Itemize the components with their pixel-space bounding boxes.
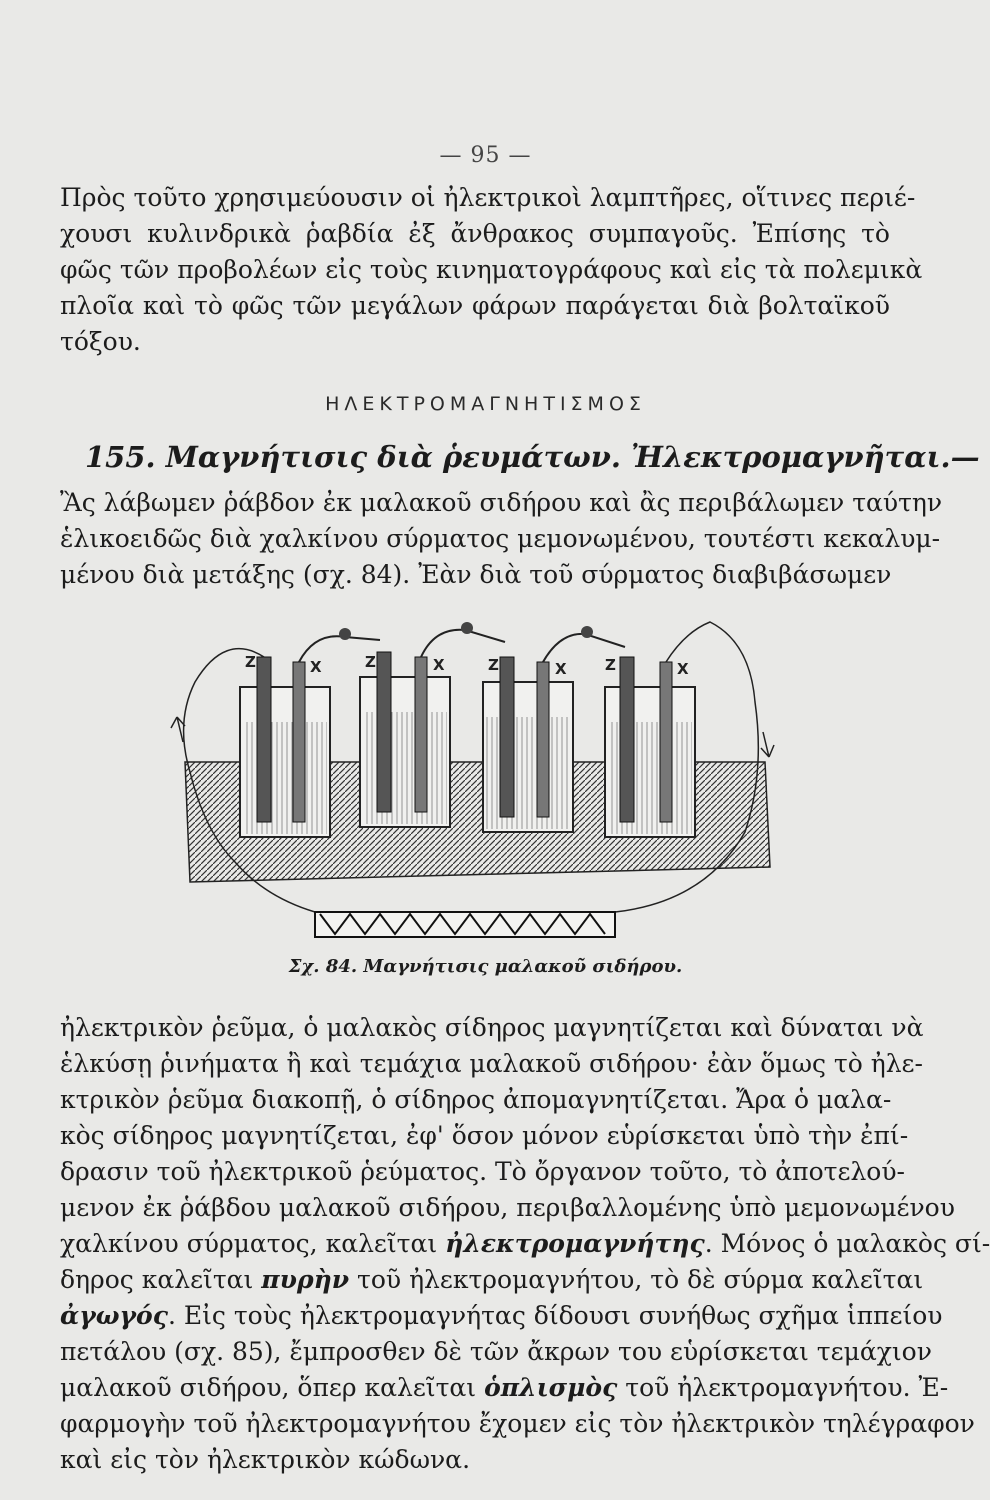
text-fragment: τοῦ ἠλεκτρομαγνήτου. Ἐ-: [617, 1373, 949, 1402]
text-line: χουσι κυλινδρικὰ ῥαβδία ἐξ ἄνθρακος συμπαγοῦς. Ἐπίσης τὸ: [60, 219, 890, 248]
text-line: ἠλεκτρικὸν ῥεῦμα, ὁ μαλακὸς σίδηρος μαγνητίζεται καὶ δύναται νὰ: [60, 1013, 924, 1042]
figure-caption: Σχ. 84. Μαγνήτισις μαλακοῦ σιδήρου.: [288, 956, 683, 977]
jar-3: [483, 657, 573, 832]
body-paragraph: [60, 1010, 990, 1478]
electrode-label: X: [310, 658, 322, 676]
text-line: τόξου.: [60, 327, 141, 356]
coiled-iron-rod: [315, 912, 615, 937]
jar-4: [605, 657, 695, 837]
text-line: καὶ εἰς τὸν ἠλεκτρικὸν κώδωνα.: [60, 1445, 471, 1474]
section-number: 155.: [85, 440, 156, 474]
current-arrow: [761, 732, 774, 757]
electrode-label: Z: [488, 656, 499, 674]
figure-84-electromagnet-illustration: [165, 612, 795, 952]
text-line: ἑλικοειδῶς διὰ χαλκίνου σύρματος μεμονωμένου, τουτέστι κεκαλυμ-: [60, 524, 941, 553]
jar-2: [360, 652, 450, 827]
electrode-label: Z: [245, 653, 256, 671]
section-title: [85, 440, 980, 474]
text-line: [60, 1262, 924, 1298]
text-fragment: . Μόνος ὁ μαλακὸς σί-: [704, 1229, 990, 1258]
page-number: — 95 —: [439, 143, 532, 168]
wire: [421, 630, 505, 657]
term-core: πυρὴν: [261, 1265, 350, 1294]
chapter-heading: ΗΛΕΚΤΡΟΜΑΓΝΗΤΙΣΜΟΣ: [325, 393, 646, 415]
term-electromagnet: ἠλεκτρομαγνήτης: [445, 1229, 705, 1258]
text-fragment: . Εἰς τοὺς ἠλεκτρομαγνήτας δίδουσι συνήθως σχῆμα ἱππείου: [167, 1301, 943, 1330]
text-line: δρασιν τοῦ ἠλεκτρικοῦ ῥεύματος. Τὸ ὄργανον τοῦτο, τὸ ἀποτελού-: [60, 1157, 905, 1186]
text-line: φαρμογὴν τοῦ ἠλεκτρομαγνήτου ἔχομεν εἰς τὸν ἠλεκτρικὸν τηλέγραφον: [60, 1409, 975, 1438]
text-line: [60, 1298, 943, 1334]
text-line: ἑλκύσῃ ῥινήματα ἢ καὶ τεμάχια μαλακοῦ σιδήρου· ἐὰν ὅμως τὸ ἠλε-: [60, 1049, 923, 1078]
text-fragment: τοῦ ἠλεκτρομαγνήτου, τὸ δὲ σύρμα καλεῖται: [349, 1265, 924, 1294]
text-fragment: δηρος καλεῖται: [60, 1265, 262, 1294]
term-armature: ὁπλισμὸς: [484, 1373, 618, 1402]
text-line: [60, 1370, 949, 1406]
electrode-label: X: [677, 660, 689, 678]
binding-screw: [581, 626, 593, 638]
text-line: κὸς σίδηρος μαγνητίζεται, ἐφ' ὅσον μόνον εὑρίσκεται ὑπὸ τὴν ἐπί-: [60, 1121, 909, 1150]
text-fragment: χαλκίνου σύρματος, καλεῖται: [60, 1229, 446, 1258]
term-conductor: ἀγωγός: [60, 1301, 168, 1330]
electrode-label: X: [555, 660, 567, 678]
text-line: [60, 1226, 990, 1262]
text-fragment: μαλακοῦ σιδήρου, ὅπερ καλεῖται: [60, 1373, 485, 1402]
binding-screw: [461, 622, 473, 634]
text-line: Ἂς λάβωμεν ῥάβδον ἐκ μαλακοῦ σιδήρου καὶ ἂς περιβάλωμεν ταύτην: [60, 488, 943, 517]
text-line: κτρικὸν ῥεῦμα διακοπῇ, ὁ σίδηρος ἀπομαγνητίζεται. Ἄρα ὁ μαλα-: [60, 1085, 892, 1114]
text-line: πετάλου (σχ. 85), ἔμπροσθεν δὲ τῶν ἄκρων του εὑρίσκεται τεμάχιον: [60, 1337, 932, 1366]
jar-1: [240, 657, 330, 837]
electrode-label: X: [433, 656, 445, 674]
section-title-text: Μαγνήτισις διὰ ῥευμάτων. Ἠλεκτρομαγνῆται.—: [165, 440, 980, 474]
text-line: μένου διὰ μετάξης (σχ. 84). Ἐὰν διὰ τοῦ σύρματος διαβιβάσωμεν: [60, 560, 892, 589]
text-line: μενον ἐκ ῥάβδου μαλακοῦ σιδήρου, περιβαλλομένης ὑπὸ μεμονωμένου: [60, 1193, 955, 1222]
text-line: Πρὸς τοῦτο χρησιμεύουσιν οἱ ἠλεκτρικοὶ λαμπτῆρες, οἵτινες περιέ-: [60, 183, 916, 212]
electrode-label: Z: [605, 656, 616, 674]
text-line: φῶς τῶν προβολέων εἰς τοὺς κινηματογράφους καὶ εἰς τὰ πολεμικὰ: [60, 255, 923, 284]
binding-screw: [339, 628, 351, 640]
text-line: πλοῖα καὶ τὸ φῶς τῶν μεγάλων φάρων παράγεται διὰ βολταϊκοῦ: [60, 291, 890, 320]
section-paragraph: [60, 485, 943, 593]
electrode-label: Z: [365, 653, 376, 671]
intro-paragraph: [60, 180, 923, 360]
